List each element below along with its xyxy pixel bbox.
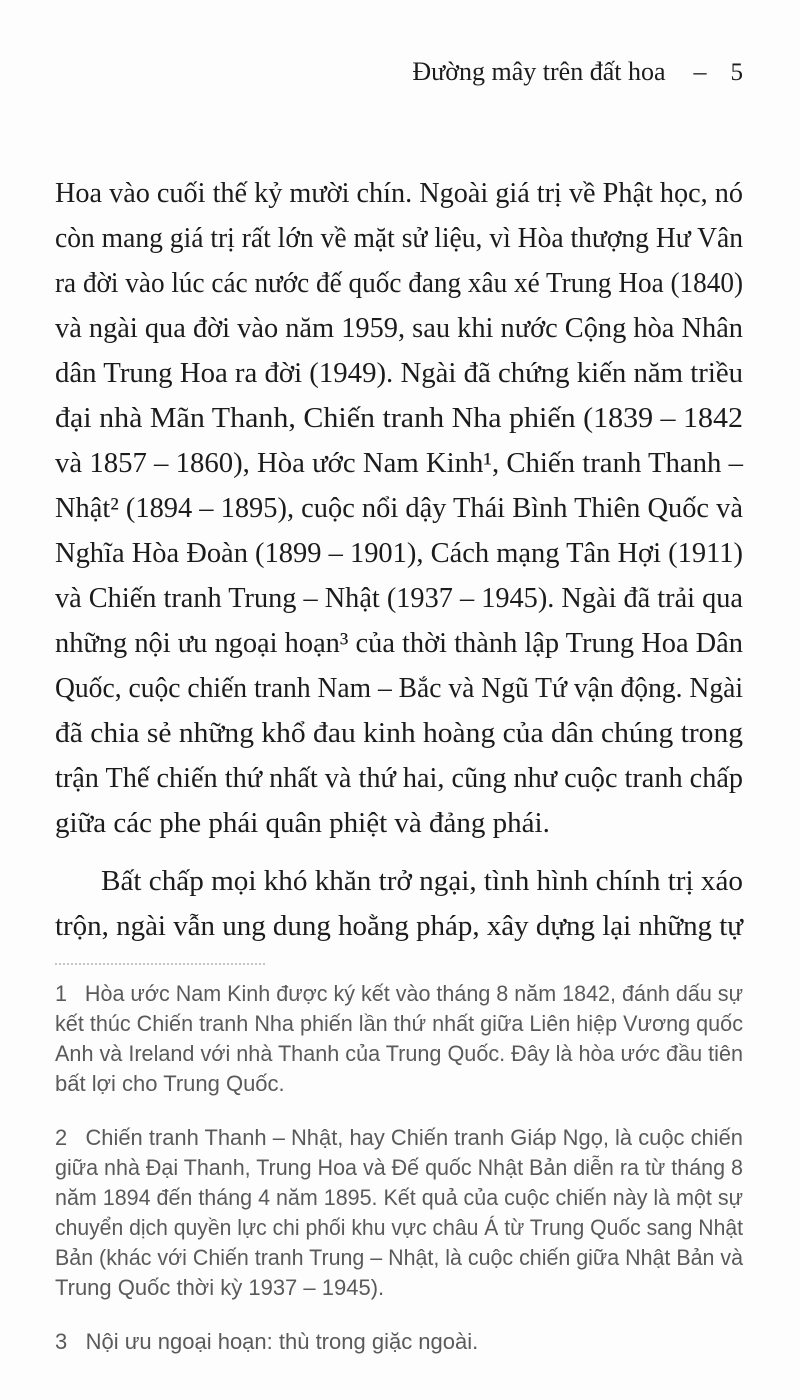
footnote-line: Bản (khác với Chiến tranh Trung – Nhật, là cuộc chiến giữa Nhật Bản và bbox=[55, 1245, 743, 1270]
footnotes bbox=[55, 979, 743, 1357]
footnote bbox=[55, 1327, 743, 1357]
body-line: Quốc, cuộc chiến tranh Nam – Bắc và Ngũ Tứ vận động. Ngài bbox=[55, 672, 743, 704]
footnote-line: 2 Chiến tranh Thanh – Nhật, hay Chiến tranh Giáp Ngọ, là cuộc chiến bbox=[55, 1125, 743, 1150]
body-line: những nội ưu ngoại hoạn³ của thời thành lập Trung Hoa Dân bbox=[55, 627, 743, 659]
body-line: ra đời vào lúc các nước đế quốc đang xâu xé Trung Hoa (1840) bbox=[55, 267, 743, 299]
body-line: dân Trung Hoa ra đời (1949). Ngài đã chứng kiến năm triều bbox=[55, 357, 743, 389]
footnote-line: 3 Nội ưu ngoại hoạn: thù trong giặc ngoài. bbox=[55, 1329, 479, 1354]
footnote-line: Anh và Ireland với nhà Thanh của Trung Quốc. Đây là hòa ước đầu tiên bbox=[55, 1041, 743, 1066]
body-line: giữa các phe phái quân phiệt và đảng phái. bbox=[55, 807, 550, 839]
footnote-line: năm 1894 đến tháng 4 năm 1895. Kết quả của cuộc chiến này là một sự bbox=[55, 1185, 743, 1210]
body-line: Nghĩa Hòa Đoàn (1899 – 1901), Cách mạng Tân Hợi (1911) bbox=[55, 537, 743, 569]
running-header-title: Đường mây trên đất hoa bbox=[412, 57, 666, 86]
body-line: và ngài qua đời vào năm 1959, sau khi nước Cộng hòa Nhân bbox=[55, 312, 743, 344]
body-line: đại nhà Mãn Thanh, Chiến tranh Nha phiến (1839 – 1842 bbox=[55, 402, 743, 434]
running-header-dash: – bbox=[693, 57, 707, 86]
footnote-line: kết thúc Chiến tranh Nha phiến lần thứ nhất giữa Liên hiệp Vương quốc bbox=[55, 1011, 743, 1036]
body-text bbox=[55, 171, 743, 949]
footnote-line: bất lợi cho Trung Quốc. bbox=[55, 1071, 285, 1096]
footnote-separator bbox=[55, 963, 265, 965]
footnote-line: chuyển dịch quyền lực chi phối khu vực châu Á từ Trung Quốc sang Nhật bbox=[55, 1215, 743, 1240]
footnote-line: Trung Quốc thời kỳ 1937 – 1945). bbox=[55, 1275, 385, 1300]
body-line: đã chia sẻ những khổ đau kinh hoàng của dân chúng trong bbox=[55, 717, 743, 749]
body-line: Hoa vào cuối thế kỷ mười chín. Ngoài giá trị về Phật học, nó bbox=[55, 177, 743, 209]
paragraph bbox=[55, 171, 743, 846]
body-line: và 1857 – 1860), Hòa ước Nam Kinh¹, Chiến tranh Thanh – bbox=[55, 447, 743, 479]
paragraph bbox=[55, 859, 743, 949]
body-line: trận Thế chiến thứ nhất và thứ hai, cũng như cuộc tranh chấp bbox=[55, 762, 743, 794]
body-line: còn mang giá trị rất lớn về mặt sử liệu, vì Hòa thượng Hư Vân bbox=[55, 222, 743, 254]
body-line: Bất chấp mọi khó khăn trở ngại, tình hình chính trị xáo bbox=[101, 865, 743, 897]
footnote-line: 1 Hòa ước Nam Kinh được ký kết vào tháng 8 năm 1842, đánh dấu sự bbox=[55, 981, 743, 1006]
running-header bbox=[55, 55, 743, 89]
page-number: 5 bbox=[730, 59, 743, 86]
footnote bbox=[55, 979, 743, 1099]
body-line: trộn, ngài vẫn ung dung hoằng pháp, xây dựng lại những tự bbox=[55, 910, 743, 942]
footnote bbox=[55, 1123, 743, 1303]
body-line: Nhật² (1894 – 1895), cuộc nổi dậy Thái Bình Thiên Quốc và bbox=[55, 492, 743, 524]
body-line: và Chiến tranh Trung – Nhật (1937 – 1945). Ngài đã trải qua bbox=[55, 582, 743, 614]
footnote-line: giữa nhà Đại Thanh, Trung Hoa và Đế quốc Nhật Bản diễn ra từ tháng 8 bbox=[55, 1155, 743, 1180]
